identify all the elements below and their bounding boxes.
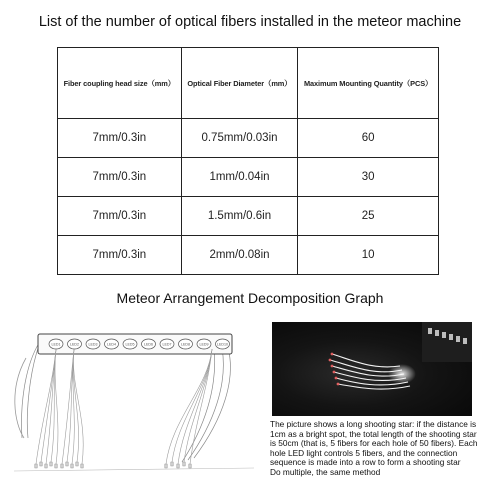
caption-line: is 50cm (that is, 5 fibers for each hole of 50 fibers). Each (270, 438, 478, 449)
cell-diameter: 1mm/0.04in (181, 158, 298, 197)
meteor-photo (272, 322, 472, 416)
caption-line: The picture shows a long shooting star: if the distance is (270, 419, 477, 429)
cell-quantity: 60 (298, 119, 439, 158)
table-header-row (58, 48, 439, 119)
led-label: LED2 (70, 342, 79, 347)
cell-head-size: 7mm/0.3in (58, 158, 182, 197)
fiber-tip (183, 462, 185, 466)
table-row (58, 236, 439, 275)
table-row (58, 158, 439, 197)
cell-diameter: 2mm/0.08in (181, 236, 298, 275)
led-label: LED4 (107, 342, 116, 347)
fiber-tip (71, 464, 73, 468)
fiber-tip (165, 464, 167, 468)
meteor-photo-icon (272, 322, 472, 416)
page-title: List of the number of optical fibers installed in the meteor machine (38, 14, 462, 30)
photo-caption (270, 420, 484, 478)
fiber-tip (35, 464, 37, 468)
caption-line: 1cm as a bright spot, the total length of the shooting star (270, 428, 477, 439)
fiber-tips (35, 462, 191, 468)
led-label: LED7 (162, 342, 172, 347)
cell-quantity: 10 (298, 236, 439, 275)
meteor-arrangement-diagram (14, 318, 254, 488)
fiber-tip (171, 462, 173, 466)
fiber-line (166, 349, 212, 464)
table-row (58, 197, 439, 236)
led-label: LED1 (51, 342, 61, 347)
cell-quantity: 30 (298, 158, 439, 197)
cell-head-size: 7mm/0.3in (58, 197, 182, 236)
fiber-tip (81, 464, 83, 468)
caption-line: hole LED light controls 5 fibers, and the connection (270, 447, 458, 458)
fiber-tip (189, 464, 191, 468)
led-label: LED8 (181, 342, 190, 347)
fiber-line (55, 349, 58, 464)
cell-diameter: 1.5mm/0.6in (181, 197, 298, 236)
cell-diameter: 0.75mm/0.03in (181, 119, 298, 158)
table-row (58, 119, 439, 158)
header-coupling-head-size: Fiber coupling head size（mm） (58, 48, 182, 119)
caption-line: sequence is made into a row to form a shooting star (270, 457, 461, 468)
fiber-tip (66, 462, 68, 466)
fiber-tip (45, 464, 47, 468)
caption-line: Do multiple, the same method (270, 466, 381, 477)
fiber-spec-table (57, 47, 439, 275)
diagram-title: Meteor Arrangement Decomposition Graph (116, 290, 384, 306)
led-label: LED5 (125, 342, 135, 347)
fiber-tip (177, 464, 179, 468)
fiber-tip (76, 462, 78, 466)
fiber-tip (40, 462, 42, 466)
fiber-bundles (36, 349, 212, 464)
fiber-line (62, 349, 74, 464)
led-label: LED9 (199, 342, 209, 347)
led-label: LED6 (144, 342, 153, 347)
cell-head-size: 7mm/0.3in (58, 236, 182, 275)
cell-head-size: 7mm/0.3in (58, 119, 182, 158)
fiber-line (36, 349, 56, 464)
header-fiber-diameter: Optical Fiber Diameter（mm） (181, 48, 298, 119)
fiber-tip (55, 464, 57, 468)
header-max-quantity: Maximum Mounting Quantity（PCS） (298, 48, 439, 119)
fiber-tip (61, 464, 63, 468)
fiber-tip (50, 462, 52, 466)
cell-quantity: 25 (298, 197, 439, 236)
led-label: LED3 (88, 342, 98, 347)
fiber-line (178, 349, 212, 464)
led-label: LED10 (217, 342, 228, 347)
